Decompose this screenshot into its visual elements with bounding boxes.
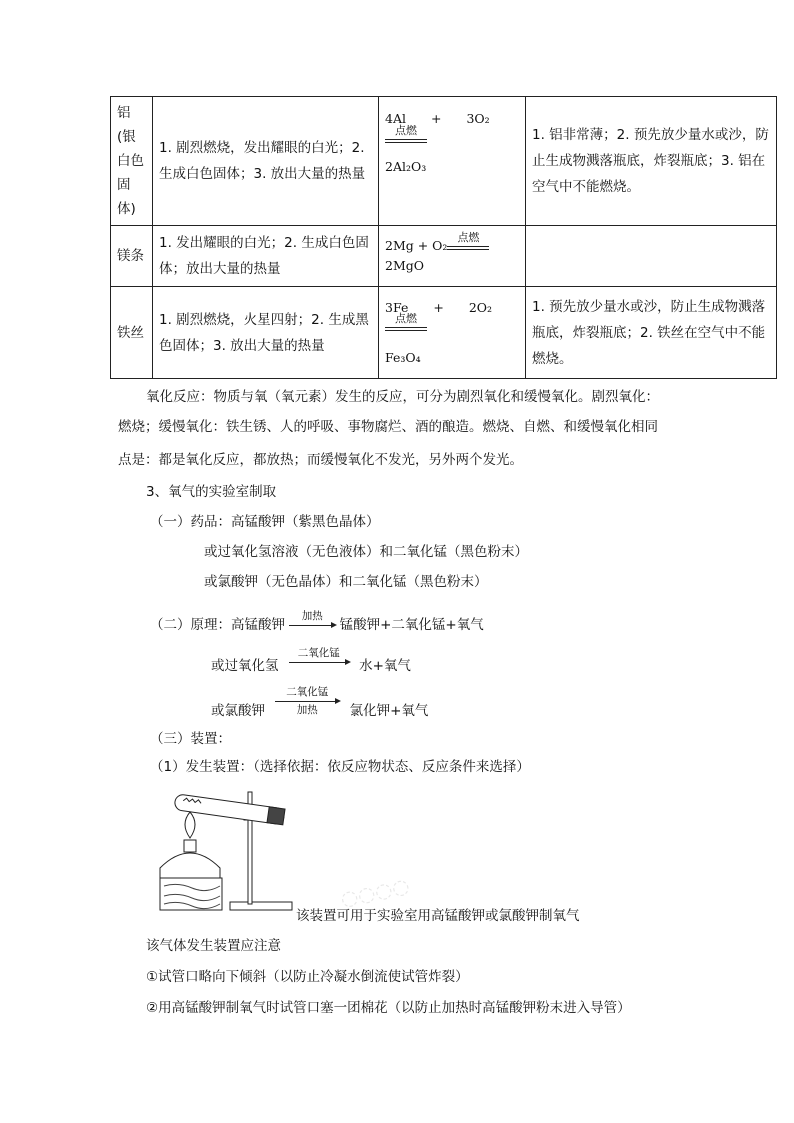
equation-right: Fe₃O₄	[385, 349, 421, 365]
reaction-table	[110, 96, 777, 379]
drugs-label: （一）药品：高锰酸钾（紫黑色晶体）	[150, 514, 380, 530]
condition-arrow	[447, 230, 489, 254]
equation-left: 3Fe + 2O₂	[385, 299, 493, 315]
equation-right: 2MgO	[385, 258, 425, 273]
substance-cell: 镁条	[111, 226, 153, 287]
equation-left: 4Al + 3O₂	[385, 111, 490, 126]
reaction-condition: 二氧化锰	[297, 647, 340, 659]
reaction-products: 氯化钾+氧气	[349, 703, 429, 719]
watermark: ◌◌◌◌	[338, 873, 412, 911]
table-row	[111, 97, 777, 226]
stand-base	[230, 902, 292, 910]
notes-title: 该气体发生装置应注意	[146, 938, 281, 954]
condition-label: 点燃	[395, 312, 417, 325]
reaction-reactant: 或过氧化氢	[211, 658, 279, 674]
note-cell: 1. 铝非常薄；2. 预先放少量水或沙，防止生成物溅落瓶底，炸裂瓶底；3. 铝在空气中不能燃烧。	[526, 97, 777, 226]
note-cell	[526, 226, 777, 287]
equation-cell	[379, 226, 526, 287]
equation-cell	[379, 287, 526, 379]
equation-cell	[379, 97, 526, 226]
reaction-condition: 加热	[301, 610, 323, 622]
principle-row-2	[211, 647, 411, 677]
phenomena-cell: 1. 剧烈燃烧，火星四射；2. 生成黑色固体；3. 放出大量的热量	[153, 287, 379, 379]
note-cell: 1. 预先放少量水或沙，防止生成物溅落瓶底，炸裂瓶底；2. 铁丝在空气中不能燃烧。	[526, 287, 777, 379]
principle-label: （二）原理：高锰酸钾	[150, 617, 285, 633]
table-row	[111, 226, 777, 287]
section-heading: 3、氧气的实验室制取	[146, 484, 277, 500]
phenomena-cell: 1. 剧烈燃烧，发出耀眼的白光；2. 生成白色固体；3. 放出大量的热量	[153, 97, 379, 226]
equation-left: 2Mg + O₂	[385, 238, 448, 253]
reaction-products: 锰酸钾+二氧化锰+氧气	[339, 617, 484, 633]
apparatus-figure	[150, 782, 300, 922]
reaction-condition-bottom: 加热	[296, 704, 318, 716]
reaction-condition-top: 二氧化锰	[286, 686, 329, 698]
note-item: ②用高锰酸钾制氧气时试管口塞一团棉花（以防止加热时高锰酸钾粉末进入导管）	[146, 1000, 631, 1016]
flame	[185, 812, 195, 838]
reaction-arrow	[289, 647, 349, 675]
oxidation-line-3: 点是：都是氧化反应，都放热；而缓慢氧化不发光，另外两个发光。	[118, 452, 523, 468]
reaction-products: 水+氧气	[359, 658, 411, 674]
phenomena-cell: 1. 发出耀眼的白光；2. 生成白色固体；放出大量的热量	[153, 226, 379, 287]
figure-caption: 该装置可用于实验室用高锰酸钾或氯酸钾制氧气	[296, 908, 580, 924]
alcohol-lamp	[160, 853, 220, 878]
oxidation-line-1: 氧化反应：物质与氧（氧元素）发生的反应，可分为剧烈氧化和缓慢氧化。剧烈氧化：	[146, 389, 659, 405]
reaction-arrow	[275, 686, 339, 720]
generator-label: （1）发生装置：（选择依据：依反应物状态、反应条件来选择）	[150, 759, 530, 775]
drugs-line-3: 或氯酸钾（无色晶体）和二氧化锰（黑色粉末）	[204, 574, 488, 590]
apparatus-label: （三）装置：	[150, 731, 231, 747]
condition-arrow	[385, 312, 427, 335]
condition-label: 点燃	[395, 123, 417, 137]
drugs-line-2: 或过氧化氢溶液（无色液体）和二氧化锰（黑色粉末）	[204, 544, 528, 560]
substance-cell: 铁丝	[111, 287, 153, 379]
table-row	[111, 287, 777, 379]
condition-label: 点燃	[457, 230, 480, 244]
principle-row-1	[150, 610, 484, 636]
substance-cell: 铝(银白色固体)	[111, 97, 153, 226]
equation-right: 2Al₂O₃	[385, 159, 427, 174]
principle-row-3	[211, 686, 429, 722]
reaction-reactant: 或氯酸钾	[211, 703, 265, 719]
reaction-arrow	[289, 610, 335, 634]
condition-arrow	[385, 123, 427, 147]
note-item: ①试管口略向下倾斜（以防止冷凝水倒流使试管炸裂）	[146, 969, 469, 985]
oxidation-line-2: 燃烧；缓慢氧化：铁生锈、人的呼吸、事物腐烂、酒的酿造。燃烧、自燃、和缓慢氧化相同	[118, 419, 658, 435]
